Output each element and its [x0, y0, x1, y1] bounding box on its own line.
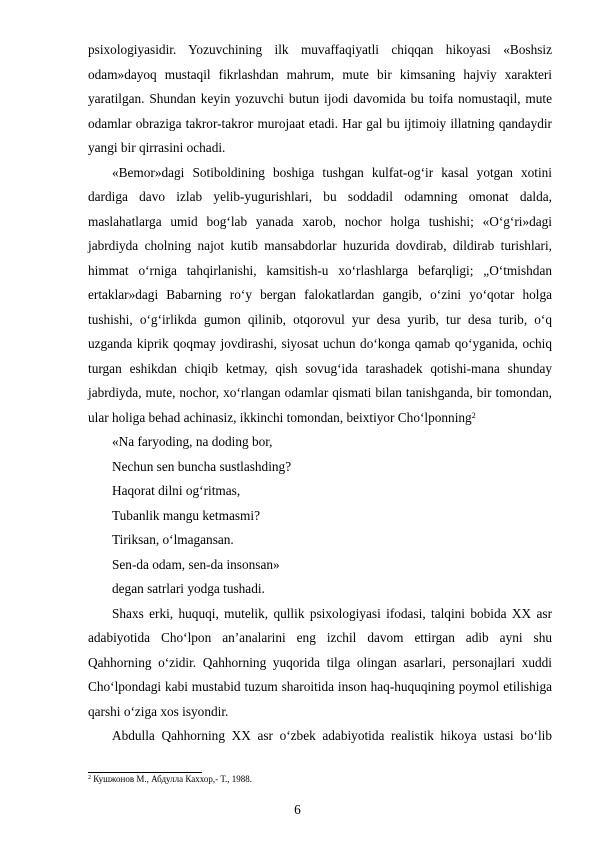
- text-line-content: Abdulla Qahhorning XX asr o‘zbek adabiyotida realistik hikoya ustasi bo‘lib: [112, 728, 552, 743]
- text-line-content: odam»dayoq mustaqil fikrlashdan mahrum, mute bir kimsaning hajviy xarakteri: [88, 66, 552, 82]
- text-line: [88, 91, 552, 107]
- text-line-content: «Bemor»dagi Sotiboldining boshiga tushgan kulfat-og‘ir kasal yotgan xotini: [112, 164, 552, 180]
- text-line: [88, 336, 552, 352]
- text-line-content: yangi bir qirrasini ochadi.: [88, 140, 226, 155]
- text-line: [88, 655, 552, 671]
- text-line-content: Tubanlik mangu ketmasmi?: [112, 507, 260, 523]
- text-line: [88, 679, 552, 695]
- text-line-content: jabrdiyda cholning najot kutib mansabdorlar huzurida dovdirab, dildirab turishlari,: [88, 238, 552, 253]
- text-line-content: Haqorat dilni og‘ritmas,: [112, 483, 241, 498]
- text-line-content: Qahhorning o‘zidir. Qahhorning yuqorida tilga olingan asarlari, personajlari xuddi: [88, 654, 552, 670]
- text-line: [88, 116, 552, 132]
- text-line-content: Shaxs erki, huquqi, mutelik, qullik psixologiyasi ifodasi, talqini bobida XX asr: [112, 605, 552, 621]
- text-line: [88, 361, 552, 377]
- text-line: [112, 581, 552, 597]
- footnote-reference: 2: [471, 410, 476, 420]
- footnote-separator: [88, 772, 202, 773]
- text-line-content: qarshi o‘ziga xos isyondir.: [88, 703, 229, 719]
- text-line-content: degan satrlari yodga tushadi.: [112, 581, 265, 596]
- text-line: [88, 385, 552, 401]
- text-line-content: «Na faryoding, na doding bor,: [112, 434, 273, 449]
- text-line: [112, 728, 552, 744]
- text-line-content: ertaklar»dagi Babarning ro‘y bergan falokatlardan gangib, o‘zini yo‘qotar holga: [88, 287, 552, 302]
- text-line-content: yaratilgan. Shundan keyin yozuvchi butun ijodi davomida bu toifa nomustaqil, mute: [88, 91, 552, 106]
- page-number: 6: [294, 802, 301, 817]
- text-line-content: maslahatlarga umid bog‘lab yanada xarob, nochor holga tushishi; «O‘g‘ri»dagi: [88, 213, 552, 229]
- text-line: [88, 214, 552, 230]
- text-line-content: turgan eshikdan chiqib ketmay, qish sovug‘ida tarashadek qotishi-mana shunday: [88, 360, 552, 376]
- text-line-content: Tiriksan, o‘lmagansan.: [112, 532, 234, 547]
- text-line-content: psixologiyasidir. Yozuvchining ilk muvaffaqiyatli chiqqan hikoyasi «Boshsiz: [88, 42, 552, 57]
- text-line: [88, 67, 552, 83]
- text-line: [88, 410, 552, 426]
- text-line: [112, 606, 552, 622]
- text-line: [112, 483, 552, 499]
- text-line: [88, 287, 552, 303]
- text-line: [112, 434, 552, 450]
- text-line: [112, 508, 552, 524]
- text-line: [112, 557, 552, 573]
- text-line: [88, 630, 552, 646]
- text-line-content: adabiyotida Cho‘lpon an’analarini eng izchil davom ettirgan adib ayni shu: [88, 630, 552, 645]
- text-line: [88, 238, 552, 254]
- text-line: [112, 532, 552, 548]
- text-line-content: tushishi, o‘g‘irlikda gumon qilinib, otqorovul yur desa yurib, tur desa turib, o‘q: [88, 311, 552, 327]
- text-line: [112, 459, 552, 475]
- footnote-marker: 2: [88, 775, 91, 781]
- footnote-text: Кушжонов М., Абдулла Каххор,- Т., 1988.: [91, 774, 253, 784]
- text-line: [88, 312, 552, 328]
- text-line-content: odamlar obraziga takror-takror murojaat etadi. Har gal bu ijtimoiy illatning qandaydir: [88, 115, 552, 131]
- footnote: [88, 774, 252, 785]
- text-line: [88, 189, 552, 205]
- text-line-content: ular holiga behad achinasiz, ikkinchi tomondan, beixtiyor Cho‘lponning: [88, 409, 472, 425]
- text-line-content: uzganda kiprik qoqmay jovdirashi, siyosat uchun do‘konga qamab qo‘yganida, ochiq: [88, 336, 552, 351]
- text-line: [88, 704, 552, 720]
- text-line-content: Sen-da odam, sen-da insonsan»: [112, 556, 280, 572]
- text-line-content: Cho‘lpondagi kabi mustabid tuzum sharoitida inson haq-huquqining poymol etilishiga: [88, 679, 552, 694]
- text-line-content: dardiga davo izlab yelib-yugurishlari, bu soddadil odamning omonat dalda,: [88, 189, 552, 204]
- text-line: [112, 165, 552, 181]
- text-line: [88, 263, 552, 279]
- text-line-content: Nechun sen buncha sustlashding?: [112, 458, 292, 474]
- text-line-content: jabrdiyda, mute, nochor, xo‘rlangan odamlar qismati bilan tanishganda, bir tomondan,: [88, 385, 552, 400]
- text-line: [88, 42, 552, 58]
- text-line: [88, 140, 552, 156]
- text-line-content: himmat o‘rniga tahqirlanishi, kamsitish-u xo‘rlashlarga befarqligi; „O‘tmishdan: [88, 262, 552, 278]
